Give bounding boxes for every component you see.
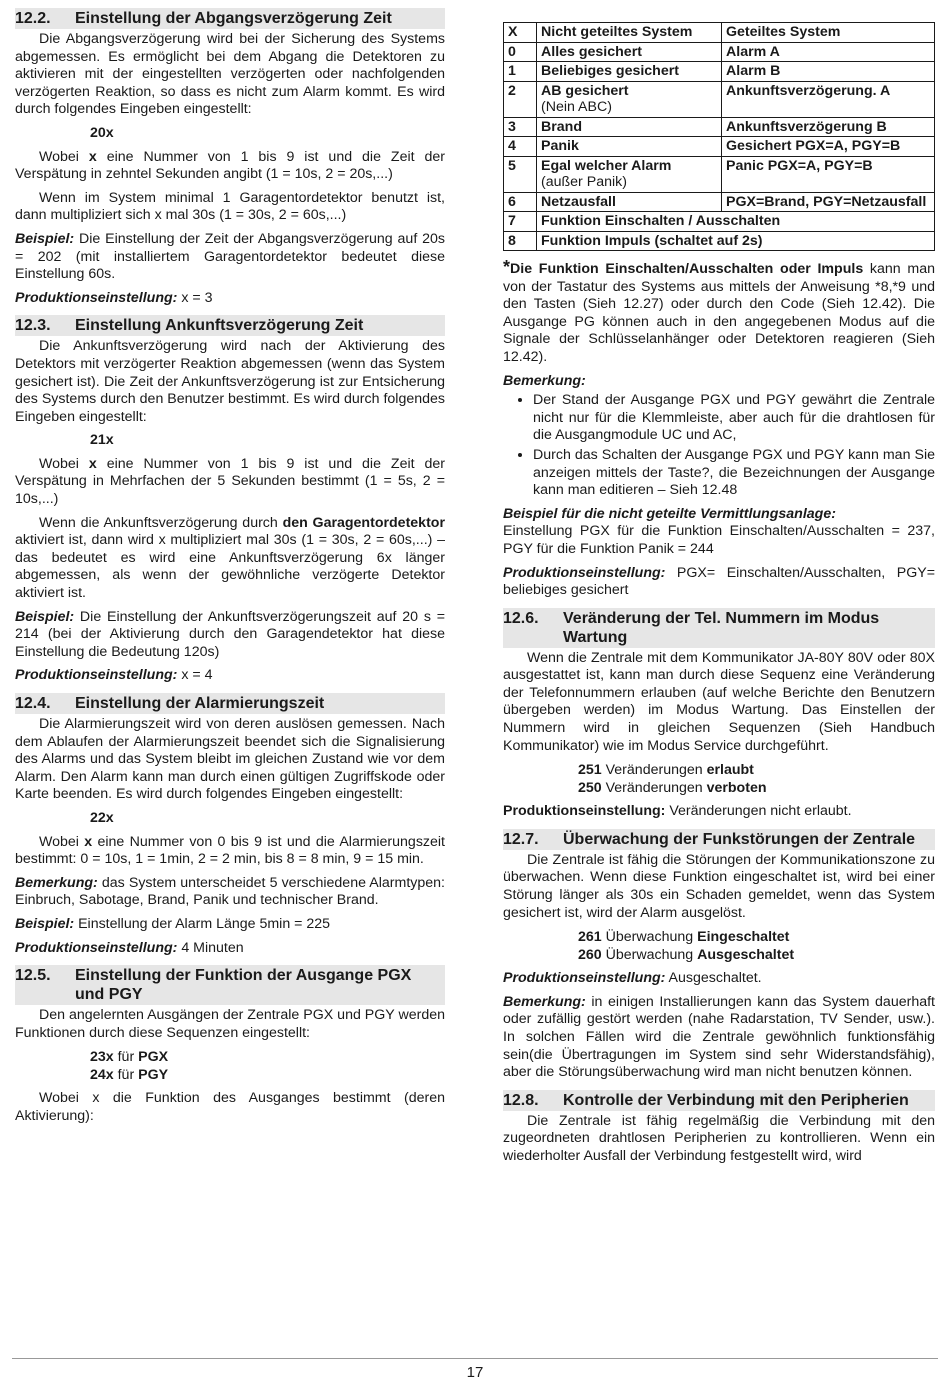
cell-unshared: Beliebiges gesichert: [537, 62, 722, 82]
cell-x: 1: [504, 62, 537, 82]
remark-label: Bemerkung:: [503, 372, 586, 389]
paragraph: Die Abgangsverzögerung wird bei der Sicherung des Systems abgemessen. Es ermöglicht bei dem Abgang die Detektoren zu aktivieren mit der eingestellten verzögerten oder nachfolgenden verzögerten Reaktion, so dass es nicht zum Alarm kommt. Es wird durch folgendes Eingeben eingestellt:: [15, 31, 445, 118]
production-setting: Produktionseinstellung: 4 Minuten: [15, 939, 244, 956]
production-setting: Produktionseinstellung: PGX= Einschalten/Ausschalten, PGY= beliebiges gesichert: [503, 564, 935, 599]
section-12-6-heading: [503, 608, 935, 648]
section-title: Einstellung der Abgangsverzögerung Zeit: [75, 10, 392, 27]
section-number: 12.3.: [15, 317, 51, 335]
section-title: Einstellung der Funktion der Ausgange PGX und PGY: [75, 967, 412, 1004]
code-line: 23x für PGX: [90, 1049, 169, 1066]
section-12-7-heading: [503, 829, 935, 850]
remark: Bemerkung: das System unterscheidet 5 verschiedene Alarmtypen: Einbruch, Sabotage, Brand, Panik und technischer Brand.: [15, 874, 445, 909]
cell-x: 7: [504, 212, 537, 232]
page-number: 17: [466, 1364, 484, 1381]
table-row: [504, 137, 935, 157]
left-column: [15, 8, 445, 1132]
function-note: *Die Funktion Einschalten/Ausschalten oder Impuls kann man von der Tastatur des Systems aus mittels der Anweisung *8,*9 und den Tasten (Sieh 12.27) oder durch den Code (Sieh 12.42). Die Ausgange PG können auch in den angegebenen Modus auf die Signale der Schlüsselanhänger oder Detektoren reagieren (Sieh 12.42).: [503, 257, 935, 365]
section-12-2-heading: [15, 8, 445, 29]
table-row: [504, 212, 935, 232]
cell-span: Funktion Einschalten / Ausschalten: [537, 212, 935, 232]
production-setting: Produktionseinstellung: Ausgeschaltet.: [503, 970, 762, 987]
code-sequences: [578, 928, 935, 964]
cell-unshared: AB gesichert (Nein ABC): [537, 81, 722, 117]
production-setting: Produktionseinstellung: x = 4: [15, 667, 213, 684]
section-12-5-heading: [15, 965, 445, 1005]
paragraph: Wobei x eine Nummer von 0 bis 9 ist und die Alarmierungszeit bestimmt: 0 = 10s, 1 = 1min, 2 = 2 min, bis 8 = 8 min, 9 = 15 min.: [15, 833, 445, 868]
table-row: [504, 117, 935, 137]
paragraph: Die Alarmierungszeit wird von deren auslösen gemessen. Nach dem Ablaufen der Alarmierungszeit beendet sich die Signalisierung des Alarms und das System bleibt im gleichen Zustand wie vor dem Alarm. Den Alarm kann man durch einen gültigen Zugriffskode oder Karte beenden. Es wird durch folgendes Eingeben eingestellt:: [15, 716, 445, 803]
section-title: Kontrolle der Verbindung mit den Peripherien: [563, 1091, 909, 1109]
paragraph: Den angelernten Ausgängen der Zentrale PGX und PGY werden Funktionen durch diese Sequenzen eingestellt:: [15, 1007, 445, 1041]
list-item: • Durch das Schalten der Ausgange PGX und PGY kann man Sie anzeigen mittels der Taste?, die Bezeichnungen der Ausgange kann man editieren – Sieh 12.48: [533, 447, 935, 500]
section-number: 12.5.: [15, 967, 51, 985]
code-line: 24x für PGY: [90, 1067, 169, 1084]
code-sequences: [578, 761, 935, 797]
cell-x: 0: [504, 42, 537, 62]
section-12-3-heading: [15, 315, 445, 336]
example: Beispiel für die nicht geteilte Vermittlungsanlage: Einstellung PGX für die Funktion Einschalten/Ausschalten = 237, PGY für die Funktion Panik = 244: [503, 505, 935, 557]
paragraph: Die Ankunftsverzögerung wird nach der Aktivierung des Detektors mit verzögerter Reaktion abgemessen (wenn das System gesichert ist). Die Zeit der Ankunftsverzögerung ist zur Entsicherung des Systems durch den Benutzer bestimmt. Es wird durch folgendes Eingeben eingestellt:: [15, 338, 445, 425]
example: Beispiel: Einstellung der Alarm Länge 5min = 225: [15, 915, 331, 932]
cell-x: 3: [504, 117, 537, 137]
header-cell: X: [504, 23, 537, 43]
paragraph: Wobei x die Funktion des Ausganges bestimmt (deren Aktivierung):: [15, 1090, 445, 1124]
production-setting: Produktionseinstellung: Veränderungen nicht erlaubt.: [503, 803, 852, 820]
section-number: 12.4.: [15, 695, 51, 712]
header-cell: Nicht geteiltes System: [537, 23, 722, 43]
section-number: 12.2.: [15, 10, 51, 27]
cell-x: 2: [504, 81, 537, 117]
example: Beispiel: Die Einstellung der Ankunftsverzögerungszeit auf 20 s = 214 (bei der Aktivierung durch den Garagendetektor hat diese Einstellung die Bedeutung 120s): [15, 608, 445, 660]
section-number: 12.8.: [503, 1091, 539, 1109]
code-line: 250 Veränderungen verboten: [578, 780, 767, 797]
cell-x: 4: [504, 137, 537, 157]
pg-function-table: [503, 22, 935, 251]
cell-shared: Panic PGX=A, PGY=B: [722, 156, 935, 192]
code-sequence: 22x: [90, 809, 114, 826]
paragraph: Die Zentrale ist fähig die Störungen der Kommunikationszone zu überwachen. Wenn diese Funktion eingeschaltet ist, wird bei einer Störung länger als 30s ein Schaden gemeldet, wenn das System gesichert ist, wird der Alarm ausgelöst.: [503, 851, 935, 921]
section-title: Einstellung der Alarmierungszeit: [75, 695, 325, 712]
table-header: [504, 23, 935, 43]
table-row: [504, 81, 935, 117]
cell-shared: Ankunftsverzögerung B: [722, 117, 935, 137]
cell-x: 6: [504, 192, 537, 212]
table-row: [504, 231, 935, 251]
paragraph: Wenn die Ankunftsverzögerung durch den Garagentordetektor aktiviert ist, dann wird x multipliziert mal 30s (1 = 30s, 2 = 60s,...) – das bedeutet es wird eine Ankunftsverzögerung 6x länger abgemessen, als wenn der gewöhnliche verzögerte Detektor aktiviert ist.: [15, 514, 445, 602]
cell-x: 5: [504, 156, 537, 192]
remark-list: [503, 392, 935, 500]
section-title: Veränderung der Tel. Nummern im Modus Wartung: [563, 609, 880, 646]
code-line: 251 Veränderungen erlaubt: [578, 762, 754, 779]
section-title: Einstellung Ankunftsverzögerung Zeit: [75, 317, 364, 335]
section-number: 12.6.: [503, 609, 539, 627]
example: Beispiel: Die Einstellung der Zeit der Abgangsverzögerung auf 20s = 202 (mit installiertem Garagentordetektor bedeutet diese Einstellung 60s.: [15, 230, 445, 283]
paragraph: Wenn im System minimal 1 Garagentordetektor benutzt ist, dann multipliziert sich x mal 30s (1 = 30s, 2 = 60s,...): [15, 189, 445, 224]
cell-unshared: Panik: [537, 137, 722, 157]
code-line: 260 Überwachung Ausgeschaltet: [578, 947, 795, 964]
code-sequence: 20x: [90, 124, 114, 141]
cell-unshared: Egal welcher Alarm (außer Panik): [537, 156, 722, 192]
table-row: [504, 62, 935, 82]
cell-unshared: Netzausfall: [537, 192, 722, 212]
right-column: [503, 8, 935, 1172]
paragraph: Wobei x eine Nummer von 1 bis 9 ist und die Zeit der Verspätung in zehntel Sekunden angibt (1 = 10s, 2 = 20s,...): [15, 148, 445, 183]
table-row: [504, 192, 935, 212]
cell-shared: Gesichert PGX=A, PGY=B: [722, 137, 935, 157]
table-row: [504, 156, 935, 192]
section-12-4-heading: [15, 693, 445, 714]
paragraph: Wenn die Zentrale mit dem Kommunikator JA-80Y 80V oder 80X ausgestattet ist, kann man durch diese Sequenz eine Veränderung der Telefonnummern erlauben (auf welche Berichte den Benutzern übergeben werden) im Modus Wartung. Das Einstellen der Nummern wird in gleichen Sequenzen (Sieh Handbuch Kommunikator) wie im Modus Service durchgeführt.: [503, 649, 935, 754]
section-number: 12.7.: [503, 830, 539, 848]
cell-unshared: Brand: [537, 117, 722, 137]
cell-shared: PGX=Brand, PGY=Netzausfall: [722, 192, 935, 212]
cell-span: Funktion Impuls (schaltet auf 2s): [537, 231, 935, 251]
production-setting: Produktionseinstellung: x = 3: [15, 289, 213, 306]
code-sequence: 21x: [90, 432, 114, 449]
code-sequences: [90, 1048, 445, 1084]
cell-shared: Alarm A: [722, 42, 935, 62]
cell-shared: Ankunftsverzögerung. A: [722, 81, 935, 117]
cell-unshared: Alles gesichert: [537, 42, 722, 62]
paragraph: Die Zentrale ist fähig regelmäßig die Verbindung mit den zugeordneten drahtlosen Peripherien zu kontrollieren. Wenn ein wiederholter Ausfall der Verbindung festgestellt wird, wird: [503, 1112, 935, 1164]
list-item: • Der Stand der Ausgange PGX und PGY gewährt die Zentrale nicht nur für die Klemmleiste, aber auch für die drahtlosen für die Ausgangmodule UC und AC,: [533, 392, 935, 445]
section-title: Überwachung der Funkstörungen der Zentrale: [563, 830, 916, 848]
remark: Bemerkung: in einigen Installierungen kann das System dauerhaft oder zufällig gestört werden (nahe Radarstation, TV Sender, usw.). In solchen Fällen wird die Zentrale gewöhnlich funktionsfähig sein(die Übertragungen im System sind sehr Widerstandsfähig), aber die Störungsüberwachung wird man nicht benutzen können.: [503, 993, 935, 1081]
code-line: 261 Überwachung Eingeschaltet: [578, 929, 790, 946]
cell-x: 8: [504, 231, 537, 251]
paragraph: Wobei x eine Nummer von 1 bis 9 ist und die Zeit der Verspätung in Mehrfachen der 5 Sekunden bestimmt (1 = 5s, 2 = 10s,...): [15, 455, 445, 508]
section-12-8-heading: [503, 1090, 935, 1111]
table-row: [504, 42, 935, 62]
cell-shared: Alarm B: [722, 62, 935, 82]
header-cell: Geteiltes System: [722, 23, 935, 43]
footer-divider: [12, 1358, 938, 1359]
